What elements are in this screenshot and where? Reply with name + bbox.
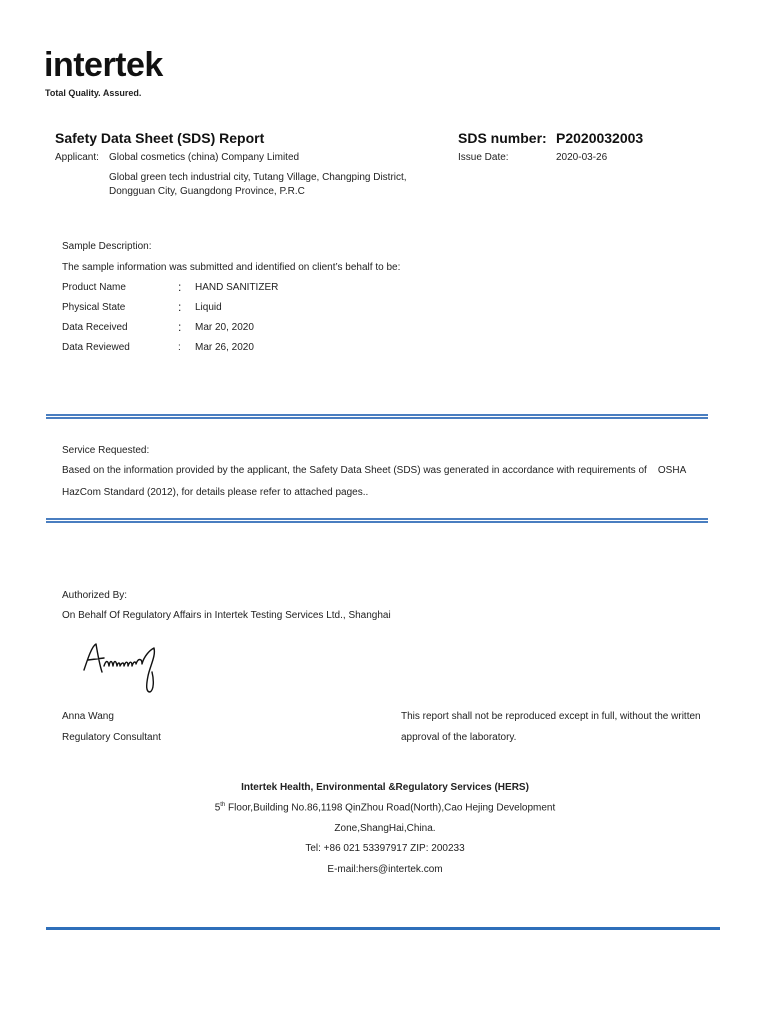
footer-address-line2: Zone,ShangHai,China.: [334, 823, 436, 834]
sample-row-value: Mar 26, 2020: [195, 342, 254, 353]
issue-date-value: 2020-03-26: [556, 152, 608, 163]
sample-row-sep: :: [178, 280, 182, 294]
applicant-address-line1: Global green tech industrial city, Tutang Village, Changping District,: [109, 172, 407, 183]
section-divider: [46, 414, 708, 419]
service-text-line1: Based on the information provided by the applicant, the Safety Data Sheet (SDS) was generated in accordance with requirements of OSHA: [62, 465, 687, 476]
report-title: Safety Data Sheet (SDS) Report: [55, 130, 265, 146]
applicant-address-line2: Dongguan City, Guangdong Province, P.R.C: [109, 186, 305, 197]
sample-row-label: Data Reviewed: [62, 342, 130, 353]
service-text-line2: HazCom Standard (2012), for details please refer to attached pages..: [62, 487, 369, 498]
sample-row-value: Mar 20, 2020: [195, 322, 254, 333]
sample-row-label: Physical State: [62, 302, 126, 313]
logo-tagline: Total Quality. Assured.: [45, 88, 142, 98]
reproduction-notice-line2: approval of the laboratory.: [401, 732, 517, 743]
sample-row-sep: :: [178, 320, 182, 334]
sds-number-value: P2020032003: [556, 130, 644, 146]
sample-row-value: HAND SANITIZER: [195, 282, 279, 293]
signer-role: Regulatory Consultant: [62, 732, 161, 743]
sample-row-label: Data Received: [62, 322, 128, 333]
intertek-logo: intertek: [44, 46, 163, 84]
footer-floor-suffix: th: [220, 802, 226, 808]
signature-image: [80, 636, 170, 698]
authorized-on-behalf: On Behalf Of Regulatory Affairs in Intertek Testing Services Ltd., Shanghai: [62, 610, 391, 621]
sample-row-sep: :: [178, 300, 182, 314]
sample-row-sep: :: [178, 342, 181, 353]
footer-email: E-mail:hers@intertek.com: [327, 864, 443, 875]
sample-heading: Sample Description:: [62, 241, 152, 252]
authorized-heading: Authorized By:: [62, 590, 128, 601]
footer-tel: Tel: +86 021 53397917 ZIP: 200233: [305, 843, 465, 854]
section-divider: [46, 518, 708, 523]
footer-address-line1: [0, 802, 770, 813]
sds-number-label: SDS number:: [458, 130, 547, 146]
footer-floor-number: 5: [214, 802, 221, 814]
service-heading: Service Requested:: [62, 445, 150, 456]
sample-intro: The sample information was submitted and identified on client’s behalf to be:: [62, 262, 401, 273]
signer-name: Anna Wang: [62, 711, 114, 722]
footer-address-rest: Floor,Building No.86,1198 QinZhou Road(North),Cao Hejing Development: [225, 802, 556, 814]
sample-row-label: Product Name: [62, 282, 126, 293]
applicant-name: Global cosmetics (china) Company Limited: [109, 152, 300, 163]
sample-row-value: Liquid: [195, 302, 222, 313]
footer-org-name: Intertek Health, Environmental &Regulatory Services (HERS): [241, 782, 529, 793]
reproduction-notice-line1: This report shall not be reproduced except in full, without the written: [401, 711, 701, 722]
applicant-label: Applicant:: [55, 152, 99, 163]
issue-date-label: Issue Date:: [458, 152, 509, 163]
footer-divider: [46, 927, 720, 930]
